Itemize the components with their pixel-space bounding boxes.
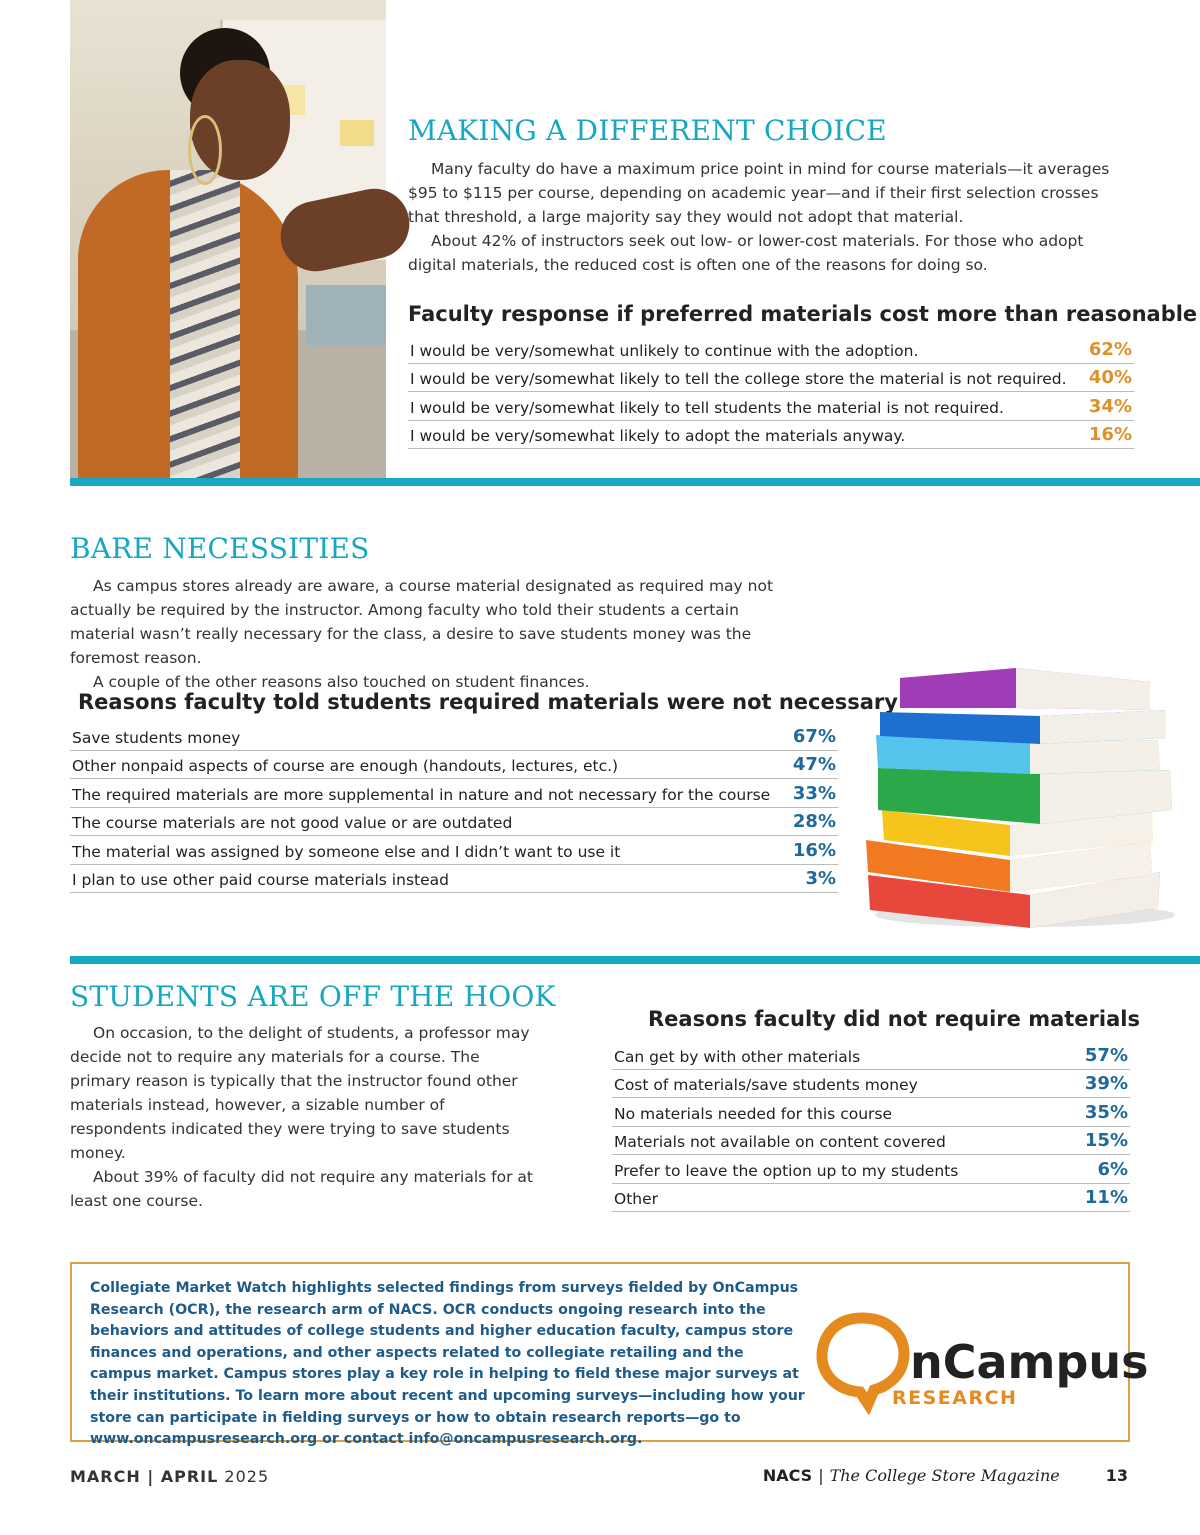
row-percent: 3% [805,868,836,889]
paragraph: About 39% of faculty did not require any materials for at least one course. [70,1168,533,1210]
page-number: 13 [1105,1466,1128,1485]
row-percent: 11% [1084,1187,1128,1208]
footer-publisher: NACS [762,1466,813,1485]
row-percent: 16% [792,839,836,861]
row-percent: 47% [792,754,836,775]
row-label: The required materials are more supplemental in nature and not necessary for the course [72,785,771,804]
info-box-text: Collegiate Market Watch highlights selected findings from surveys fielded by OnCampus Research (OCR), the research arm of NACS. OCR conducts ongoing research into the behaviors and attitudes of college students and higher education faculty, campus store finances and operations, and other aspects related to collegiate retailing and the campus market. Campus stores play a key role in helping to field these major surveys at their institutions. To learn more about recent and upcoming surveys—including how your store can participate in fielding surveys or how to obtain research reports—go to www.oncampusresearch.org or contact info@oncampusresearch.org. [90,1280,805,1448]
cost-response-table [408,335,1134,449]
not-necessary-table [70,722,838,893]
row-percent: 15% [1084,1130,1128,1151]
logo-sub-text: RESEARCH [892,1387,1018,1409]
row-percent: 57% [1084,1044,1128,1066]
teacher-photo [70,0,386,478]
row-percent: 6% [1097,1158,1128,1180]
not-require-table [612,1041,1130,1212]
info-box [70,1262,1149,1448]
row-label: The material was assigned by someone else and I didn’t want to use it [72,842,621,861]
row-percent: 28% [792,811,836,832]
row-label: I would be very/somewhat likely to tell students the material is not required. [410,398,1004,417]
book-stack-image [860,660,1190,930]
table-title-not-require: Reasons faculty did not require materials [648,1007,1140,1031]
row-label: I would be very/somewhat likely to adopt the materials anyway. [410,427,906,445]
table-row [408,392,1134,421]
row-percent: 40% [1088,367,1132,388]
footer-publication [763,1466,1128,1485]
table-title-not-necessary: Reasons faculty told students required materials were not necessary [78,690,898,714]
footer-separator: | [818,1466,824,1485]
row-label: I plan to use other paid course materials instead [72,871,449,889]
section-heading-off-the-hook: STUDENTS ARE OFF THE HOOK [70,980,556,1013]
table-row [612,1070,1130,1099]
row-label: Save students money [72,728,241,747]
row-percent: 33% [792,782,836,804]
paragraph: As campus stores already are aware, a course material designated as required may not actually be required by the instructor. Among faculty who told their students a certain material wasn’t really necessary for the class, a desire to save students money was the foremost reason. [70,577,774,667]
table-row [612,1155,1130,1184]
section-divider [70,956,1200,964]
footer-month: MARCH | APRIL [70,1467,219,1486]
table-row [70,808,838,837]
making-choice-body [408,157,1133,277]
row-percent: 16% [1088,424,1132,445]
paragraph: A couple of the other reasons also touched on student finances. [93,673,590,691]
table-row [408,421,1134,450]
row-label: Other [614,1190,659,1208]
oncampus-research-logo [818,1308,1149,1409]
table-row [612,1098,1130,1127]
off-the-hook-body [70,1021,540,1213]
table-row [70,836,838,865]
paragraph: Many faculty do have a maximum price point in mind for course materials—it averages $95 to $115 per course, depending on academic year—and if their first selection crosses that threshold, a large majority say they would not adopt that material. [408,160,1110,226]
table-row [70,722,838,751]
table-row [408,335,1134,364]
footer-year: 2025 [224,1467,270,1486]
row-percent: 35% [1084,1101,1128,1123]
row-label: Prefer to leave the option up to my students [614,1161,959,1180]
section-divider [70,478,1200,486]
table-row [612,1184,1130,1213]
bare-necessities-body [70,574,805,694]
row-label: No materials needed for this course [614,1104,893,1123]
footer-date [70,1467,269,1486]
table-row [612,1127,1130,1156]
footer-magazine: The College Store Magazine [829,1466,1060,1485]
row-label: Materials not available on content covered [614,1133,946,1151]
row-label: The course materials are not good value or are outdated [72,814,513,832]
row-percent: 67% [792,725,836,747]
section-heading-bare-necessities: BARE NECESSITIES [70,532,370,565]
table-row [408,364,1134,393]
logo-main-text: nCampus [910,1335,1149,1389]
table-row [70,751,838,780]
row-percent: 34% [1088,395,1132,417]
row-label: I would be very/somewhat unlikely to continue with the adoption. [410,341,919,360]
row-label: Cost of materials/save students money [614,1076,918,1094]
paragraph: About 42% of instructors seek out low- or lower-cost materials. For those who adopt digital materials, the reduced cost is often one of the reasons for doing so. [408,232,1084,274]
table-row [70,779,838,808]
section-heading-making-choice: MAKING A DIFFERENT CHOICE [408,114,887,147]
row-label: Other nonpaid aspects of course are enough (handouts, lectures, etc.) [72,757,619,775]
table-row [612,1041,1130,1070]
table-title-cost: Faculty response if preferred materials cost more than reasonable [408,302,1198,326]
row-percent: 39% [1084,1073,1128,1094]
row-percent: 62% [1088,338,1132,360]
row-label: Can get by with other materials [614,1047,861,1066]
paragraph: On occasion, to the delight of students, a professor may decide not to require any materials for a course. The primary reason is typically that the instructor found other materials instead, however, a sizable number of respondents indicated they were trying to save students money. [70,1024,530,1162]
table-row [70,865,838,894]
row-label: I would be very/somewhat likely to tell the college store the material is not required. [410,370,1067,388]
